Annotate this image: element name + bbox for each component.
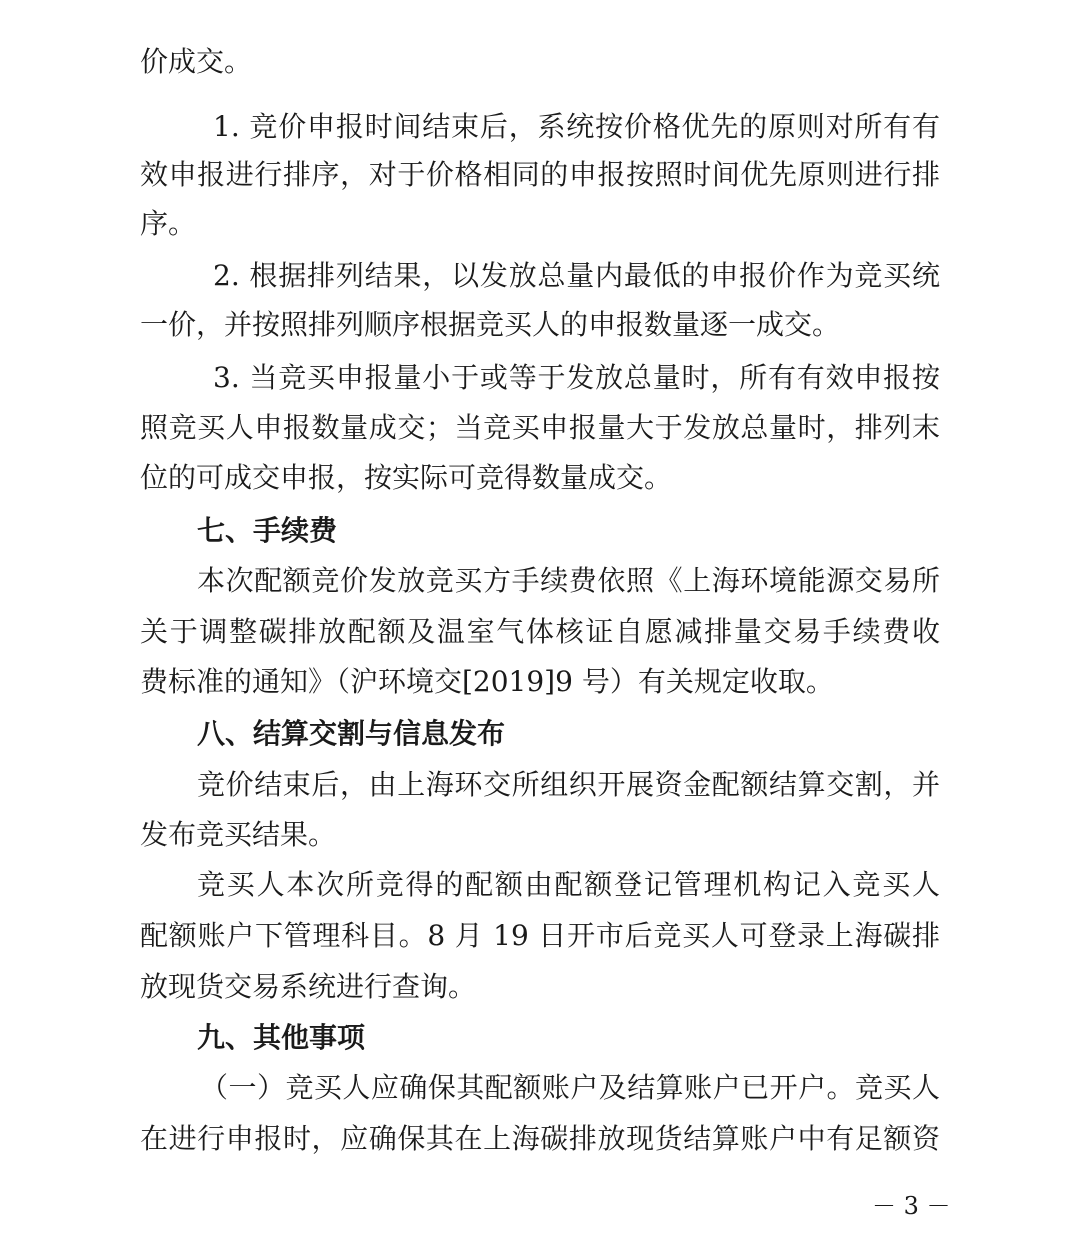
settlement-paragraph-2-line-3: 放现货交易系统进行查询。 bbox=[140, 970, 477, 1003]
section-heading-other-matters: 九、其他事项 bbox=[197, 1021, 366, 1054]
list-item-1-line-2: 效申报进行排序，对于价格相同的申报按照时间优先原则进行排 bbox=[140, 158, 940, 191]
other-matters-item-1-line-1: （一）竞买人应确保其配额账户及结算账户已开户。竞买人 bbox=[200, 1071, 940, 1104]
other-matters-item-1-line-2: 在进行申报时，应确保其在上海碳排放现货结算账户中有足额资 bbox=[140, 1122, 940, 1155]
settlement-paragraph-1-line-1: 竞价结束后，由上海环交所组织开展资金配额结算交割，并 bbox=[197, 768, 940, 801]
fees-paragraph-line-1: 本次配额竞价发放竞买方手续费依照《上海环境能源交易所 bbox=[197, 564, 940, 597]
list-item-1-line-1: 1. 竞价申报时间结束后，系统按价格优先的原则对所有有 bbox=[213, 110, 940, 143]
fees-paragraph-line-3: 费标准的通知》（沪环境交[2019]9 号）有关规定收取。 bbox=[140, 665, 834, 698]
list-item-3-line-1: 3. 当竞买申报量小于或等于发放总量时，所有有效申报按 bbox=[213, 361, 940, 394]
fees-paragraph-line-2: 关于调整碳排放配额及温室气体核证自愿减排量交易手续费收 bbox=[140, 615, 940, 648]
list-item-2-line-2: 一价，并按照排列顺序根据竞买人的申报数量逐一成交。 bbox=[140, 308, 841, 341]
list-item-1-line-3: 序。 bbox=[140, 207, 197, 240]
list-item-2-line-1: 2. 根据排列结果，以发放总量内最低的申报价作为竞买统 bbox=[213, 259, 940, 292]
settlement-paragraph-2-line-1: 竞买人本次所竞得的配额由配额登记管理机构记入竞买人 bbox=[197, 868, 940, 901]
settlement-paragraph-2-line-2: 配额账户下管理科目。8 月 19 日开市后竞买人可登录上海碳排 bbox=[140, 919, 940, 952]
list-item-3-line-3: 位的可成交申报，按实际可竞得数量成交。 bbox=[140, 461, 673, 494]
section-heading-fees: 七、手续费 bbox=[197, 514, 338, 547]
section-heading-settlement: 八、结算交割与信息发布 bbox=[197, 717, 506, 750]
text-line: 价成交。 bbox=[140, 45, 253, 78]
page-number: － 3 － bbox=[872, 1192, 951, 1220]
list-item-3-line-2: 照竞买人申报数量成交；当竞买申报量大于发放总量时，排列末 bbox=[140, 411, 940, 444]
settlement-paragraph-1-line-2: 发布竞买结果。 bbox=[140, 818, 337, 851]
